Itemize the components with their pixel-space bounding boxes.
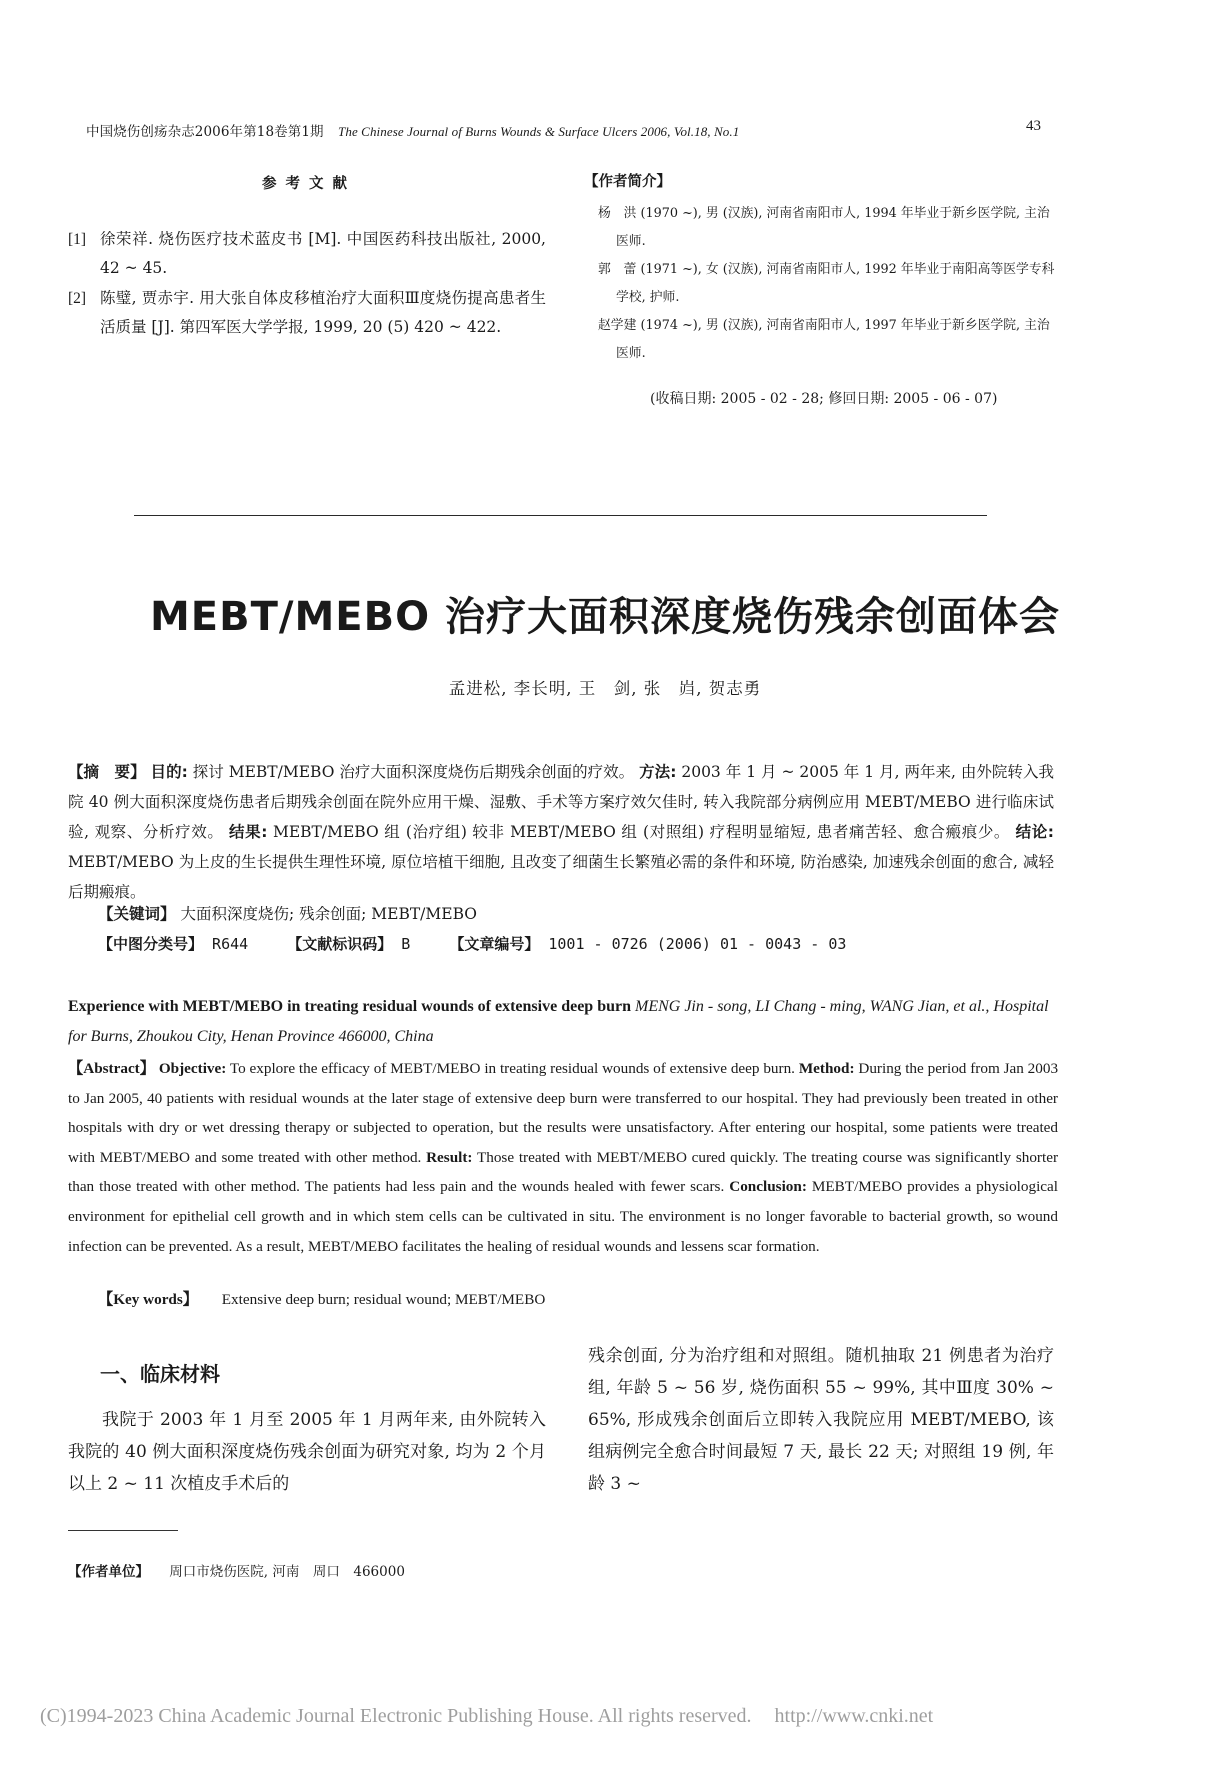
clc-value: R644 bbox=[212, 935, 249, 953]
reference-item bbox=[68, 225, 546, 283]
footnote-rule bbox=[68, 1530, 178, 1531]
author-bio: 赵学建 (1974 ~), 男 (汉族), 河南省南阳市人, 1997 年毕业于新乡医学院, 主治医师. bbox=[598, 318, 1050, 361]
conclusion-en-label: Conclusion: bbox=[729, 1178, 807, 1196]
reference-text: 陈璧, 贾赤宇. 用大张自体皮移植治疗大面积Ⅲ度烧伤提高患者生活质量 [J]. 第四军医大学学报, 1999, 20 (5) 420 ~ 422. bbox=[100, 289, 546, 336]
section-divider bbox=[134, 515, 987, 516]
method-text: 2003 年 1 月 ~ 2005 年 1 月, 两年来, 由外院转入我院 40 例大面积深度烧伤患者后期残余创面在院外应用干燥、湿敷、手术等方案疗效欠佳时, 转入我院部分病例应用 MEBT/MEBO 进行临床试验, 观察、分析疗效。 bbox=[68, 763, 1054, 841]
affiliation-label: 【作者单位】 bbox=[68, 1564, 149, 1580]
affiliation-footnote bbox=[68, 1560, 405, 1580]
running-header bbox=[86, 120, 739, 140]
affiliation-text: 周口市烧伤医院, 河南 周口 466000 bbox=[169, 1564, 405, 1580]
clc-label: 【中图分类号】 bbox=[98, 935, 204, 953]
abstract-en bbox=[68, 1054, 1058, 1261]
reference-number: [1] bbox=[68, 231, 87, 248]
article-authors: 孟进松, 李长明, 王 剑, 张 岿, 贺志勇 bbox=[448, 679, 762, 698]
keywords-label: 【关键词】 bbox=[98, 905, 176, 923]
article-number-label: 【文章编号】 bbox=[449, 935, 540, 953]
article-number-value: 1001 - 0726 (2006) 01 - 0043 - 03 bbox=[548, 935, 847, 953]
body-column-left: 我院于 2003 年 1 月至 2005 年 1 月两年来, 由外院转入我院的 40 例大面积深度烧伤残余创面为研究对象, 均为 2 个月以上 2 ~ 11 次植皮手术后的 bbox=[68, 1410, 546, 1494]
objective-en-text: To explore the efficacy of MEBT/MEBO in treating residual wounds of extensive deep burn. bbox=[229, 1060, 795, 1077]
result-text: MEBT/MEBO 组 (治疗组) 较非 MEBT/MEBO 组 (对照组) 疗程明显缩短, 患者痛苦轻、愈合瘢痕少。 bbox=[272, 823, 1011, 841]
method-en-text: During the period from Jan 2003 to Jan 2005, 40 patients with residual wounds at the later stage of extensive deep burn were transferred to our hospital. They had previously been treated in other hospitals with dry or wet dressing therapy or subjected to operation, but the results were unsatisfactory. After entering our hospital, some patients were treated with MEBT/MEBO and some treated with other method. bbox=[68, 1060, 1059, 1166]
copyright-footer bbox=[40, 1705, 933, 1728]
result-en-text: Those treated with MEBT/MEBO cured quickly. The treating course was significantly shorter than those treated with other method. The patients had less pain and the wounds healed with fewer scars. bbox=[68, 1148, 1059, 1196]
article-title: MEBT/MEBO 治疗大面积深度烧伤残余创面体会 bbox=[149, 594, 1061, 640]
keywords-en bbox=[98, 1288, 545, 1309]
english-title-block bbox=[68, 992, 1058, 1052]
author-bios-list bbox=[598, 200, 1060, 368]
result-label: 结果: bbox=[229, 823, 268, 841]
journal-name-zh: 中国烧伤创疡杂志2006年第18卷第1期 bbox=[86, 124, 324, 140]
received-dates: (收稿日期: 2005 - 02 - 28; 修回日期: 2005 - 06 - 07) bbox=[650, 391, 998, 407]
method-en-label: Method: bbox=[798, 1060, 855, 1077]
keywords-en-label: 【Key words】 bbox=[98, 1291, 198, 1308]
abstract-zh bbox=[68, 757, 1054, 907]
references-list bbox=[68, 225, 546, 343]
conclusion-label: 结论: bbox=[1015, 823, 1055, 841]
section-heading: 一、临床材料 bbox=[100, 1362, 220, 1386]
doc-code-value: B bbox=[401, 935, 411, 953]
page-number: 43 bbox=[1026, 118, 1041, 134]
body-column-right: 残余创面, 分为治疗组和对照组。随机抽取 21 例患者为治疗组, 年龄 5 ~ 56 岁, 烧伤面积 55 ~ 99%, 其中Ⅲ度 30% ~ 65%, 形成残余创面后立即转入我院应用 MEBT/MEBO, 该组病例完全愈合时间最短 7 天, 最长 22 天; 对照组 19 例, 年龄 3 ~ bbox=[588, 1346, 1054, 1494]
conclusion-en-text: MEBT/MEBO provides a physiological environment for epithelial cell growth and in which stem cells can be cultivated in situ. The environment is no longer favorable to bacterial growth, so wound infection can be prevented. As a result, MEBT/MEBO facilitates the healing of residual wounds and lessens scar formation. bbox=[68, 1178, 1058, 1255]
method-label: 方法: bbox=[639, 763, 677, 781]
abstract-en-label: 【Abstract】 bbox=[68, 1060, 155, 1077]
english-title: Experience with MEBT/MEBO in treating residual wounds of extensive deep burn bbox=[68, 998, 631, 1015]
author-bio: 杨 洪 (1970 ~), 男 (汉族), 河南省南阳市人, 1994 年毕业于新乡医学院, 主治医师. bbox=[598, 206, 1050, 249]
keywords-en-text: Extensive deep burn; residual wound; MEBT/MEBO bbox=[221, 1291, 546, 1308]
keywords-text: 大面积深度烧伤; 残余创面; MEBT/MEBO bbox=[180, 905, 477, 923]
abstract-label: 【摘 要】 bbox=[68, 763, 146, 781]
reference-item bbox=[68, 284, 546, 342]
author-bio: 郭 蕾 (1971 ~), 女 (汉族), 河南省南阳市人, 1992 年毕业于南阳高等医学专科学校, 护师. bbox=[598, 262, 1055, 305]
objective-text: 探讨 MEBT/MEBO 治疗大面积深度烧伤后期残余创面的疗效。 bbox=[192, 763, 635, 781]
copyright-text: (C)1994-2023 China Academic Journal Electronic Publishing House. All rights reserved. bbox=[40, 1705, 752, 1727]
keywords-zh bbox=[98, 902, 477, 924]
journal-name-en: The Chinese Journal of Burns Wounds & Surface Ulcers 2006, Vol.18, No.1 bbox=[338, 124, 740, 139]
objective-en-label: Objective: bbox=[158, 1060, 227, 1077]
result-en-label: Result: bbox=[426, 1148, 473, 1166]
cnki-url: http://www.cnki.net bbox=[774, 1705, 934, 1727]
author-bios-title: 【作者简介】 bbox=[584, 173, 671, 190]
references-title: 参考文献 bbox=[262, 175, 356, 192]
objective-label: 目的: bbox=[150, 763, 188, 781]
reference-text: 徐荣祥. 烧伤医疗技术蓝皮书 [M]. 中国医药科技出版社, 2000, 42 ~ 45. bbox=[100, 230, 546, 277]
doc-code-label: 【文献标识码】 bbox=[287, 935, 393, 953]
reference-number: [2] bbox=[68, 290, 87, 307]
conclusion-text: MEBT/MEBO 为上皮的生长提供生理性环境, 原位培植干细胞, 且改变了细菌生长繁殖必需的条件和环境, 防治感染, 加速残余创面的愈合, 减轻后期瘢痕。 bbox=[68, 853, 1054, 901]
classification-line bbox=[98, 933, 846, 954]
english-authors: MENG Jin - song, LI Chang - ming, WANG Jian, et al., Hospital for Burns, Zhoukou City, Henan Province 466000, China bbox=[68, 998, 1049, 1045]
